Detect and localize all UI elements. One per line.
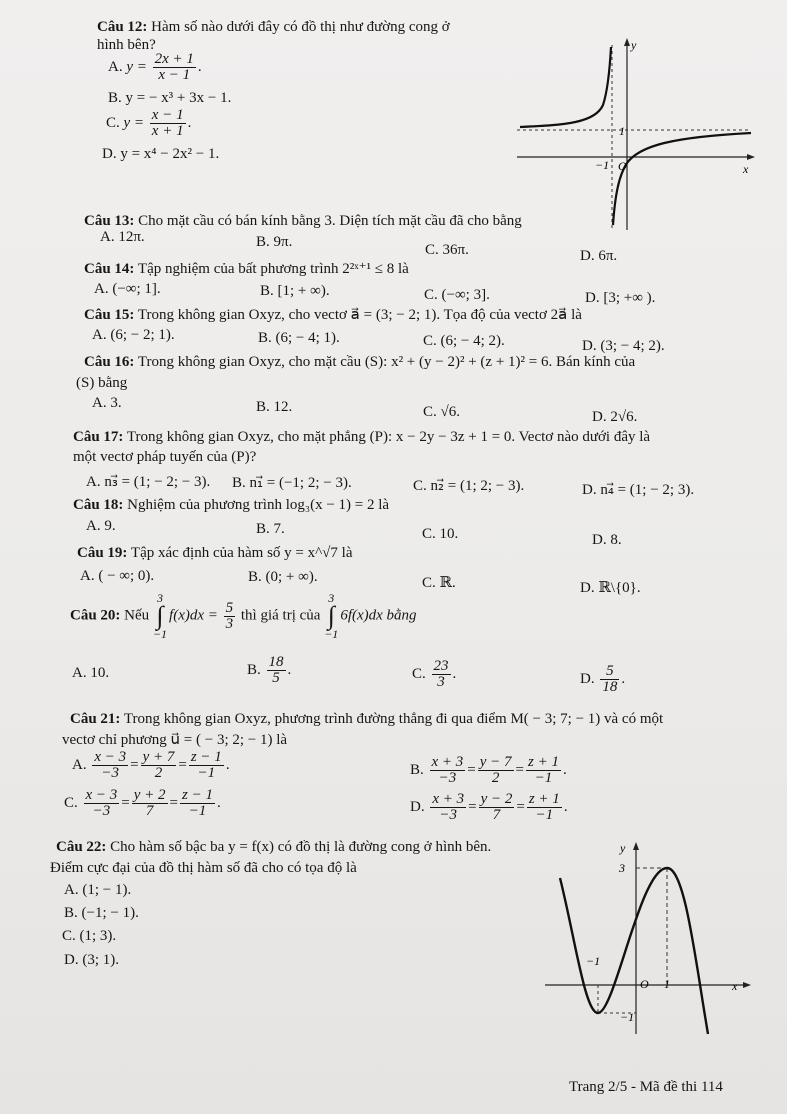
q21-label: Câu 21: (70, 711, 121, 727)
q14-stem (84, 260, 409, 278)
q21-b-n3: z + 1 (528, 754, 559, 770)
q19-option-a: A. ( − ∞; 0). (80, 568, 155, 584)
q21-option-c: C. $\frac{x - 3}{-3}$ = $\frac{y + 2}{7}$ = $\frac{z - 1}{-1}$ . (64, 787, 221, 819)
q12-c-label: C. (106, 114, 120, 131)
q21-option-d: D. $\frac{x + 3}{-3}$ = $\frac{y - 2}{7}$ = $\frac{z + 1}{-1}$ . (410, 791, 568, 823)
q21-c-d2: 7 (145, 803, 154, 819)
page-footer: Trang 2/5 - Mã đề thi 114 (569, 1079, 723, 1095)
q21-b-n2: y − 7 (479, 754, 512, 770)
q22-y-label: y (620, 841, 626, 855)
q21-c-d1: −3 (92, 803, 111, 819)
q22-option-a: A. (1; − 1). (64, 882, 132, 898)
q22-tick-minus1-x: −1 (586, 954, 601, 968)
q21-option-b: B. $\frac{x + 3}{-3}$ = $\frac{y - 7}{2}$ = $\frac{z + 1}{-1}$ . (410, 754, 567, 786)
q20-fraction (224, 601, 236, 632)
q20-frac-den: 3 (225, 615, 234, 632)
q13-option-b: B. 9π. (256, 234, 293, 250)
q22-tick-3: 3 (619, 861, 625, 875)
q12-a-den: x − 1 (158, 67, 191, 83)
q12-x-arrow (747, 154, 755, 160)
q18-stem-text: Nghiệm của phương trình log₃(x − 1) = 2 là (123, 497, 390, 513)
q14-option-b: B. [1; + ∞). (260, 283, 330, 299)
q12-stem-line2: hình bên? (97, 37, 156, 53)
q17-label: Câu 17: (73, 429, 124, 445)
q18-option-a: A. 9. (86, 518, 116, 534)
q12-a-post: . (197, 58, 202, 75)
q21-d-label: D. (410, 798, 425, 815)
q21-d-n3: z + 1 (528, 791, 560, 807)
q19-option-b: B. (0; + ∞). (248, 569, 318, 585)
q17-option-a: A. n₃⃗ = (1; − 2; − 3). (86, 474, 211, 490)
q20-label: Câu 20: (70, 607, 121, 624)
q21-a-n3: z − 1 (190, 749, 222, 765)
q20-option-b: B. $\frac{18}{5}$ . (247, 654, 292, 686)
integral-sign-icon: ∫ (156, 601, 164, 630)
q21-d-frac3 (527, 792, 562, 823)
q21-a-frac1 (92, 750, 128, 781)
q12-y-label: y (631, 38, 637, 52)
q12-c-post: . (187, 114, 192, 131)
q22-x-arrow (743, 982, 751, 988)
q20-int2-lower: −1 (324, 627, 339, 641)
q21-b-d1: −3 (438, 770, 457, 786)
q13-option-c: C. 36π. (425, 242, 469, 258)
q21-a-frac3 (189, 750, 224, 781)
q21-a-d2: 2 (154, 765, 163, 781)
q15-option-c: C. (6; − 4; 2). (423, 333, 505, 349)
q20-integral-1 (153, 592, 167, 640)
q15-option-b: B. (6; − 4; 1). (258, 330, 340, 346)
q20-b-den: 5 (272, 670, 280, 686)
q17-stem-line1: Trong không gian Oxyz, cho mặt phẳng (P): x − 2y − 3z + 1 = 0. Vectơ nào dưới đây là (123, 429, 651, 445)
q22-tick-1: 1 (664, 977, 670, 991)
q15-option-a: A. (6; − 2; 1). (92, 327, 175, 343)
q20-pre: Nếu (120, 607, 153, 624)
q13-stem-text: Cho mặt cầu có bán kính bằng 3. Diện tích mặt cầu đã cho bằng (134, 213, 522, 229)
q17-option-d: D. n₄⃗ = (1; − 2; 3). (582, 482, 695, 498)
q21-a-d1: −3 (101, 765, 120, 781)
q22-option-d: D. (3; 1). (64, 952, 119, 968)
q12-a-fraction (153, 52, 196, 83)
q21-stem-line1: Trong không gian Oxyz, phương trình đường thẳng đi qua điểm M( − 3; 7; − 1) và có một (120, 711, 664, 727)
q14-stem-text: Tập nghiệm của bất phương trình 2²ˣ⁺¹ ≤ 8 là (134, 261, 409, 277)
q12-c-pre: y = (123, 114, 148, 131)
q21-b-d2: 2 (491, 770, 500, 786)
q21-a-d3: −1 (197, 765, 216, 781)
q21-d-d2: 7 (492, 807, 501, 823)
q12-c-num: x − 1 (151, 107, 184, 123)
q18-option-d: D. 8. (592, 532, 622, 548)
q21-b-frac3 (526, 755, 561, 786)
q21-c-d3: −1 (188, 803, 207, 819)
q20-int1-upper: 3 (156, 591, 163, 605)
q14-option-d: D. [3; +∞ ). (585, 290, 656, 306)
q16-option-c: C. √6. (423, 404, 460, 420)
q20-c-fraction (432, 659, 451, 690)
q21-a-frac2 (141, 750, 177, 781)
q17-option-b: B. n₁⃗ = (−1; 2; − 3). (232, 475, 352, 491)
q20-integrand-1: f(x)dx = (169, 607, 222, 624)
q20-int1-lower: −1 (152, 627, 168, 641)
q20-stem (70, 592, 417, 640)
q12-tick-minus1: −1 (595, 158, 610, 172)
q14-option-c: C. (−∞; 3]. (424, 287, 490, 303)
q21-b-frac1 (430, 755, 466, 786)
q19-option-c: C. ℝ. (422, 575, 456, 591)
q22-x-label: x (732, 979, 738, 993)
q21-a-n1: x − 3 (94, 749, 127, 765)
q22-origin: O (640, 977, 649, 991)
q20-frac-num: 5 (225, 599, 234, 616)
q12-curve-right (613, 133, 751, 225)
q12-tick-1: 1 (619, 124, 625, 138)
q12-stem-line1: Hàm số nào dưới đây có đồ thị như đường cong ở (147, 19, 450, 35)
q17-stem-line2: một vectơ pháp tuyến của (P)? (73, 449, 257, 465)
q17-option-c: C. n₂⃗ = (1; 2; − 3). (413, 478, 525, 494)
q15-stem-text: Trong không gian Oxyz, cho vectơ a⃗ = (3; − 2; 1). Tọa độ của vectơ 2a⃗ là (134, 307, 582, 323)
q21-d-frac2 (479, 792, 515, 823)
q14-option-a: A. (−∞; 1]. (94, 281, 161, 297)
q13-option-a: A. 12π. (100, 229, 145, 245)
q14-label: Câu 14: (84, 261, 135, 277)
q19-stem-text: Tập xác định của hàm số y = x^√7 là (127, 545, 353, 561)
q21-d-d1: −3 (439, 807, 458, 823)
q16-label: Câu 16: (84, 354, 135, 370)
q20-option-d: D. $\frac{5}{18}$ . (580, 663, 626, 695)
q20-d-label: D. (580, 670, 595, 687)
q21-d-frac1 (430, 792, 466, 823)
q20-d-num: 5 (600, 664, 619, 680)
q19-label: Câu 19: (77, 545, 128, 561)
q12-graph (515, 35, 755, 230)
q21-c-label: C. (64, 794, 78, 811)
q15-option-d: D. (3; − 4; 2). (582, 338, 665, 354)
q20-c-num: 23 (433, 658, 449, 674)
q20-d-den: 18 (602, 679, 618, 695)
q21-c-frac1 (84, 788, 120, 819)
q12-c-fraction (150, 108, 186, 139)
q21-c-frac2 (132, 788, 168, 819)
q19-option-d: D. ℝ\{0}. (580, 580, 641, 596)
q12-curve-left (520, 47, 611, 127)
integral-sign-icon: ∫ (327, 601, 335, 630)
q21-a-n2: y + 7 (142, 749, 175, 765)
q20-b-fraction (267, 655, 286, 686)
q21-stem (70, 710, 663, 728)
q15-label: Câu 15: (84, 307, 135, 323)
q12-a-label: A. (108, 58, 123, 75)
q21-b-d3: −1 (534, 770, 553, 786)
q22-y-arrow (633, 842, 639, 850)
q20-b-label: B. (247, 661, 261, 678)
q12-y-arrow (624, 38, 630, 46)
q12-origin: O (618, 159, 627, 173)
q22-option-b: B. (−1; − 1). (64, 905, 139, 921)
q20-integrand-2: 6f(x)dx bằng (340, 607, 417, 624)
q22-graph (540, 838, 755, 1034)
q12-c-den: x + 1 (151, 123, 184, 139)
q21-c-frac3 (180, 788, 215, 819)
q18-label: Câu 18: (73, 497, 124, 513)
q21-c-n3: z − 1 (182, 787, 213, 803)
q12-option-c (106, 108, 191, 139)
q12-label: Câu 12: (97, 19, 148, 35)
q22-tick-minus1-y: −1 (620, 1010, 635, 1024)
q12-x-label: x (743, 162, 749, 176)
q16-stem (84, 353, 635, 371)
q20-integral-2 (324, 592, 338, 640)
q20-option-c: C. $\frac{23}{3}$ . (412, 658, 457, 690)
q13-label: Câu 13: (84, 213, 135, 229)
q21-stem-line2: vectơ chỉ phương u⃗ = ( − 3; 2; − 1) là (62, 732, 288, 748)
q21-d-n2: y − 2 (480, 791, 513, 807)
q16-option-a: A. 3. (92, 395, 122, 411)
q13-stem (84, 212, 522, 230)
q20-option-a: A. 10. (72, 665, 110, 681)
q21-b-frac2 (478, 755, 514, 786)
q20-d-fraction (600, 664, 619, 695)
q20-c-den: 3 (437, 674, 445, 690)
q12-option-a (108, 52, 202, 83)
q16-stem-line1: Trong không gian Oxyz, cho mặt cầu (S): x² + (y − 2)² + (z + 1)² = 6. Bán kính của (134, 354, 636, 370)
q22-option-c: C. (1; 3). (62, 928, 117, 944)
q20-b-num: 18 (268, 654, 284, 670)
q20-int2-upper: 3 (328, 591, 335, 605)
q12-a-pre: y = (126, 58, 151, 75)
q12-a-num: 2x + 1 (154, 51, 194, 67)
q22-label: Câu 22: (56, 839, 107, 855)
q18-option-b: B. 7. (256, 521, 285, 537)
q21-d-n1: x + 3 (432, 791, 465, 807)
q20-c-label: C. (412, 665, 426, 682)
q22-stem (56, 838, 491, 856)
q21-c-n1: x − 3 (85, 787, 118, 803)
q19-stem (77, 544, 353, 562)
q21-b-n1: x + 3 (431, 754, 464, 770)
q18-option-c: C. 10. (422, 526, 459, 542)
q22-stem-line2: Điểm cực đại của đồ thị hàm số đã cho có tọa độ là (50, 860, 357, 876)
q22-stem-line1: Cho hàm số bậc ba y = f(x) có đồ thị là đường cong ở hình bên. (106, 839, 492, 855)
q21-option-a: A. $\frac{x - 3}{-3}$ = $\frac{y + 7}{2}$ = $\frac{z - 1}{-1}$ . (72, 749, 230, 781)
q20-mid-text: thì giá trị của (237, 607, 325, 624)
q12-option-d: D. y = x⁴ − 2x² − 1. (102, 146, 220, 162)
q18-stem (73, 496, 389, 514)
q15-stem (84, 306, 582, 324)
q12-option-b: B. y = − x³ + 3x − 1. (108, 90, 232, 106)
q21-d-d3: −1 (535, 807, 554, 823)
q17-stem (73, 428, 650, 446)
q13-option-d: D. 6π. (580, 248, 618, 264)
q16-stem-line2: (S) bằng (76, 375, 128, 391)
q21-b-label: B. (410, 761, 424, 778)
q16-option-d: D. 2√6. (592, 409, 638, 425)
q12-stem (97, 18, 450, 36)
q21-c-n2: y + 2 (133, 787, 166, 803)
q16-option-b: B. 12. (256, 399, 293, 415)
q21-a-label: A. (72, 756, 87, 773)
